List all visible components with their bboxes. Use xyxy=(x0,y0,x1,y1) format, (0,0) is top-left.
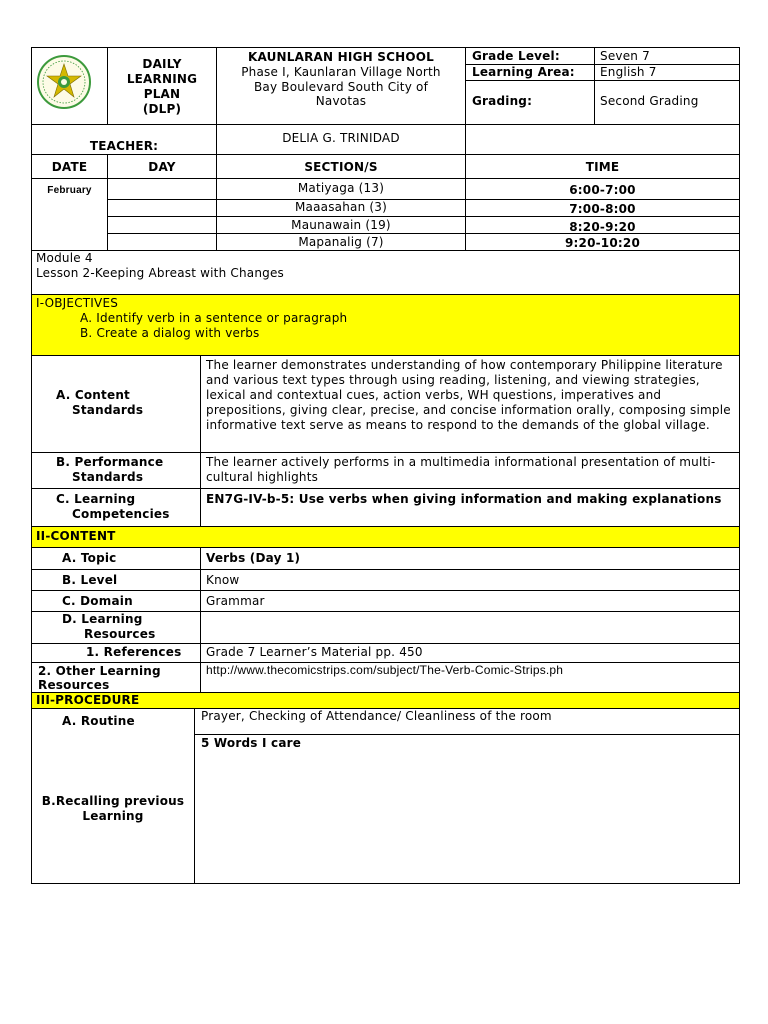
time-cell: 7:00-8:00 xyxy=(569,202,636,216)
other-resources-label: Resources xyxy=(38,678,110,692)
content-standards-text: The learner demonstrates understanding of how contemporary Philippine literature and various text types through using reading, listening, and viewing strategies, lexical and contextual cues, action verbs, WH questions, imperatives and prepositions, giving clear, precise, and concise information orally, composing simple informative text serve as means to respond to the demands of the global village. xyxy=(206,358,731,432)
school-seal-logo xyxy=(36,54,92,110)
objective-item: B. Create a dialog with verbs xyxy=(80,326,260,340)
routine-value: Prayer, Checking of Attendance/ Cleanliness of the room xyxy=(201,709,552,723)
procedure-heading: III-PROCEDURE xyxy=(36,693,140,707)
competencies-text: EN7G-IV-b-5: Use verbs when giving information and making explanations xyxy=(206,492,722,506)
other-resources-label: 2. Other Learning xyxy=(38,664,161,678)
performance-standards-text: The learner actively performs in a multimedia informational presentation of multi-cultural highlights xyxy=(206,455,716,484)
border xyxy=(465,80,740,81)
time-cell: 6:00-7:00 xyxy=(569,183,636,197)
section-cell: Matiyaga (13) xyxy=(297,181,385,195)
plan-title-line: DAILY xyxy=(142,57,182,71)
border xyxy=(31,569,740,570)
content-standards-label: A. Content xyxy=(56,388,130,402)
other-resources-link[interactable]: http://www.thecomicstrips.com/subject/The-Verb-Comic-Strips.ph xyxy=(206,663,564,677)
performance-standards-label: Standards xyxy=(72,470,144,484)
learning-resources-label: Resources xyxy=(84,627,156,641)
domain-value: Grammar xyxy=(206,594,265,608)
plan-title-line: (DLP) xyxy=(142,102,182,116)
learning-resources-label: D. Learning xyxy=(62,612,143,626)
date-value: February xyxy=(47,185,92,196)
time-cell: 8:20-9:20 xyxy=(569,220,636,234)
content-heading-highlight xyxy=(31,526,739,547)
border xyxy=(31,526,740,527)
border xyxy=(31,124,740,125)
border xyxy=(739,47,740,884)
objective-item: A. Identify verb in a sentence or paragraph xyxy=(80,311,348,325)
border xyxy=(200,355,201,526)
border xyxy=(194,708,195,884)
border xyxy=(31,590,740,591)
objectives-heading: I-OBJECTIVES xyxy=(36,296,119,310)
border xyxy=(31,452,740,453)
day-header: DAY xyxy=(148,160,176,174)
section-cell: Mapanalig (7) xyxy=(298,235,384,249)
content-heading: II-CONTENT xyxy=(36,529,116,543)
border xyxy=(31,294,740,295)
learning-area-value: English 7 xyxy=(600,65,657,79)
plan-title-line: LEARNING xyxy=(126,72,198,86)
competencies-label: Competencies xyxy=(72,507,170,521)
grade-level-label: Grade Level: xyxy=(472,49,560,63)
border xyxy=(200,547,201,692)
time-header: TIME xyxy=(585,160,620,174)
recalling-label: B.Recalling previous xyxy=(41,794,185,808)
border xyxy=(31,547,740,548)
border xyxy=(31,154,740,155)
section-header: SECTION/S xyxy=(304,160,378,174)
references-label: 1. References xyxy=(86,645,182,659)
recalling-label: Learning xyxy=(82,809,144,823)
lesson-title: Lesson 2-Keeping Abreast with Changes xyxy=(36,266,284,280)
border xyxy=(31,488,740,489)
school-address-line: Bay Boulevard South City of xyxy=(254,80,428,94)
plan-title-line: PLAN xyxy=(143,87,181,101)
grading-label: Grading: xyxy=(472,94,533,108)
recalling-activity: 5 Words I care xyxy=(201,736,302,750)
level-label: B. Level xyxy=(62,573,118,587)
grade-level-value: Seven 7 xyxy=(600,49,650,63)
section-cell: Maaasahan (3) xyxy=(295,200,387,214)
domain-label: C. Domain xyxy=(62,594,133,608)
competencies-label: C. Learning xyxy=(56,492,136,506)
border xyxy=(31,178,740,179)
level-value: Know xyxy=(206,573,240,587)
teacher-label: TEACHER: xyxy=(89,139,159,153)
routine-label: A. Routine xyxy=(62,714,135,728)
border xyxy=(31,47,740,48)
performance-standards-label: B. Performance xyxy=(56,455,164,469)
time-cell: 9:20-10:20 xyxy=(564,236,641,250)
grading-value: Second Grading xyxy=(600,94,699,108)
border xyxy=(194,734,740,735)
border xyxy=(31,643,740,644)
border xyxy=(465,47,466,154)
module-title: Module 4 xyxy=(36,251,93,265)
references-value: Grade 7 Learner’s Material pp. 450 xyxy=(206,645,423,659)
school-address-line: Navotas xyxy=(315,94,367,108)
topic-value: Verbs (Day 1) xyxy=(206,551,301,565)
border xyxy=(594,47,595,124)
section-cell: Maunawain (19) xyxy=(291,218,391,232)
content-standards-label: Standards xyxy=(72,403,144,417)
teacher-name: DELIA G. TRINIDAD xyxy=(282,131,400,145)
border xyxy=(31,355,740,356)
topic-label: A. Topic xyxy=(62,551,117,565)
school-name: KAUNLARAN HIGH SCHOOL xyxy=(247,50,434,64)
learning-area-label: Learning Area: xyxy=(472,65,575,79)
date-header: DATE xyxy=(51,160,88,174)
border xyxy=(31,883,740,884)
school-address-line: Phase I, Kaunlaran Village North xyxy=(241,65,441,79)
